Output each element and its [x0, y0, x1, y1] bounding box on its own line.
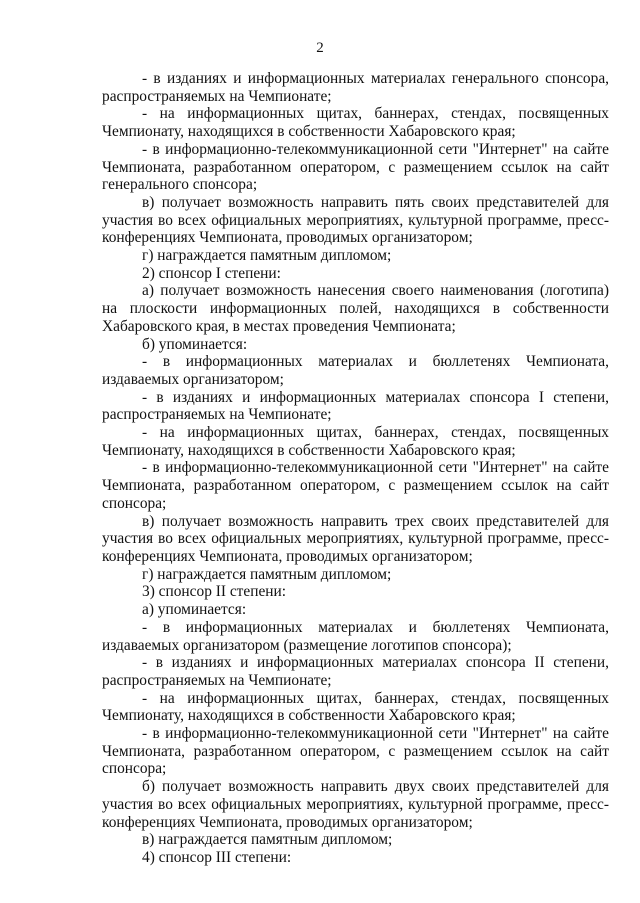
paragraph: - в изданиях и информационных материалах спонсора I степени, распространяемых на Чемпионате; — [102, 388, 609, 424]
paragraph: - на информационных щитах, баннерах, стендах, посвященных Чемпионату, находящихся в собственности Хабаровского края; — [102, 689, 609, 725]
paragraph: б) получает возможность направить двух своих представителей для участия во всех официальных мероприятиях, культурной программе, пресс-конференциях Чемпионата, проводимых организатором; — [102, 778, 609, 831]
paragraph: - в информационно-телекоммуникационной сети "Интернет" на сайте Чемпионата, разработанном оператором, с размещением ссылок на сайт генерального спонсора; — [102, 140, 609, 194]
page-number: 2 — [316, 40, 324, 56]
paragraph: г) награждается памятным дипломом; — [142, 565, 392, 583]
paragraph: а) упоминается: — [142, 601, 247, 619]
paragraph: - на информационных щитах, баннерах, стендах, посвященных Чемпионату, находящихся в собственности Хабаровского края; — [102, 105, 609, 141]
paragraph: 2) спонсор I степени: — [142, 264, 281, 282]
paragraph: б) упоминается: — [142, 335, 248, 353]
paragraph: 4) спонсор III степени: — [142, 848, 292, 866]
paragraph: г) награждается памятным дипломом; — [142, 247, 392, 265]
paragraph: - в изданиях и информационных материалах генерального спонсора, распространяемых на Чемпионате; — [102, 70, 609, 105]
paragraph: - в информационно-телекоммуникационной сети "Интернет" на сайте Чемпионата, разработанном оператором, с размещением ссылок на сайт спонсора; — [102, 459, 609, 512]
document-body — [102, 70, 609, 867]
paragraph: а) получает возможность нанесения своего наименования (логотипа) на плоскости информационных полей, находящихся в собственности Хабаровского края, в местах проведения Чемпионата; — [102, 282, 609, 335]
paragraph: - в информационных материалах и бюллетенях Чемпионата, издаваемых организатором (размещение логотипов спонсора); — [102, 618, 609, 654]
paragraph: - в информационно-телекоммуникационной сети "Интернет" на сайте Чемпионата, разработанном оператором, с размещением ссылок на сайт спонсора; — [102, 725, 609, 778]
paragraph: в) получает возможность направить пять своих представителей для участия во всех официальных мероприятиях, культурной программе, пресс-конференциях Чемпионата, проводимых организатором; — [102, 193, 609, 247]
paragraph: в) получает возможность направить трех своих представителей для участия во всех официальных мероприятиях, культурной программе, пресс-конференциях Чемпионата, проводимых организатором; — [102, 512, 609, 565]
paragraph: 3) спонсор II степени: — [142, 583, 287, 601]
paragraph: - в информационных материалах и бюллетенях Чемпионата, издаваемых организатором; — [102, 353, 609, 388]
paragraph: - в изданиях и информационных материалах спонсора II степени, распространяемых на Чемпионате; — [102, 654, 609, 689]
paragraph: в) награждается памятным дипломом; — [142, 831, 393, 849]
paragraph: - на информационных щитах, баннерах, стендах, посвященных Чемпионату, находящихся в собственности Хабаровского края; — [102, 424, 609, 459]
